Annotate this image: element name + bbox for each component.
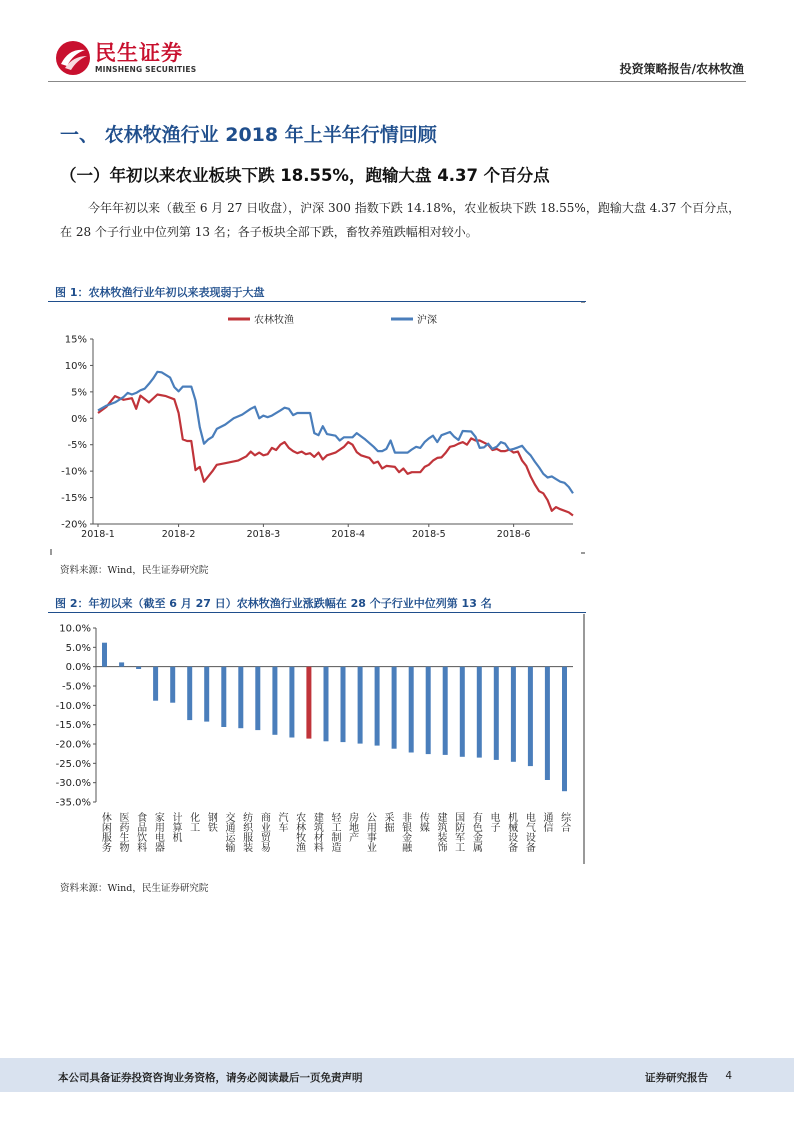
bar xyxy=(272,667,277,735)
category-label: 综合 xyxy=(558,812,570,832)
y-tick-label: -20% xyxy=(61,519,87,531)
bar xyxy=(358,667,363,744)
report-type: 投资策略报告/农林牧渔 xyxy=(619,62,744,76)
footer-label: 证券研究报告 xyxy=(645,1072,708,1084)
y-tick-label: -25.0% xyxy=(55,758,91,770)
bar xyxy=(375,667,380,746)
bar xyxy=(102,643,107,667)
footer-disclaimer: 本公司具备证券投资咨询业务资格，请务必阅读最后一页免责声明 xyxy=(58,1072,363,1084)
category-label: 钢铁 xyxy=(205,812,217,832)
category-label: 计算机 xyxy=(170,812,181,842)
y-tick-label: -20.0% xyxy=(55,739,91,751)
logo-text-cn: 民生证券 xyxy=(95,41,183,65)
x-tick-label: 2018-2 xyxy=(161,529,196,540)
bar xyxy=(238,667,243,729)
body-paragraph: 今年年初以来（截至 6 月 27 日收盘），沪深 300 指数下跌 14.18%，农业板块下跌 18.55%，跑输大盘 4.37 个百分点，在 28 个子行业中位列第 13 名；各子板块全部下跌，畜牧养殖跌幅相对较小。 xyxy=(60,201,741,239)
y-tick-label: 15% xyxy=(64,334,87,346)
category-label: 家用电器 xyxy=(152,812,164,852)
category-label: 食品饮料 xyxy=(134,812,146,852)
bar xyxy=(409,667,414,753)
figure2-title: 图 2：年初以来（截至 6 月 27 日）农林牧渔行业涨跌幅在 28 个子行业中位列第 13 名 xyxy=(55,597,492,610)
y-tick-label: -10.0% xyxy=(55,700,91,712)
category-label: 国防军工 xyxy=(452,812,464,852)
x-tick-label: 2018-1 xyxy=(81,529,115,540)
series-line-agri xyxy=(98,395,573,516)
y-tick-label: 0.0% xyxy=(65,662,91,674)
y-tick-label: -15% xyxy=(61,493,87,505)
section-title: 一、 农林牧渔行业 2018 年上半年行情回顾 xyxy=(60,124,437,146)
bar xyxy=(187,667,192,720)
category-label: 建筑材料 xyxy=(311,812,323,852)
y-tick-label: -5.0% xyxy=(61,681,91,693)
figure2-source: 资料来源：Wind，民生证券研究院 xyxy=(60,883,209,894)
bar xyxy=(426,667,431,754)
bar xyxy=(494,667,499,760)
category-label: 采掘 xyxy=(382,812,393,832)
y-tick-label: 5% xyxy=(71,387,87,399)
logo xyxy=(55,40,196,76)
figure1-line-chart xyxy=(48,302,588,557)
category-label: 化工 xyxy=(187,812,199,832)
category-label: 轻工制造 xyxy=(329,812,340,852)
y-tick-label: 10% xyxy=(64,360,87,372)
y-tick-label: -30.0% xyxy=(55,778,91,790)
figure2-title-rule xyxy=(48,612,586,613)
bar xyxy=(545,667,550,780)
bar xyxy=(153,667,158,701)
x-tick-label: 2018-4 xyxy=(331,529,366,540)
y-tick-label: 0% xyxy=(71,413,87,425)
bar xyxy=(204,667,209,722)
category-label: 交通运输 xyxy=(223,812,234,852)
bar xyxy=(170,667,175,703)
figure1-title: 图 1：农林牧渔行业年初以来表现弱于大盘 xyxy=(55,286,265,299)
x-tick-label: 2018-5 xyxy=(411,529,446,540)
bar xyxy=(324,667,329,742)
y-tick-label: -5% xyxy=(67,440,87,452)
bar xyxy=(477,667,482,758)
category-label: 电气设备 xyxy=(523,812,535,852)
subsection-title: （一）年初以来农业板块下跌 18.55%，跑输大盘 4.37 个百分点 xyxy=(60,166,550,185)
x-tick-label: 2018-3 xyxy=(246,529,281,540)
category-label: 汽车 xyxy=(276,812,287,832)
category-label: 有色金属 xyxy=(470,812,482,852)
bar xyxy=(255,667,260,730)
category-label: 建筑装饰 xyxy=(435,812,446,852)
logo-text-en: MINSHENG SECURITIES xyxy=(95,65,197,74)
category-label: 纺织服装 xyxy=(240,812,252,852)
page-number: 4 xyxy=(725,1070,732,1082)
bar xyxy=(460,667,465,757)
minsheng-logo-icon xyxy=(55,40,91,76)
bar xyxy=(341,667,346,742)
y-tick-label: -15.0% xyxy=(55,720,91,732)
legend-label: 农林牧渔 xyxy=(254,315,294,326)
category-label: 房地产 xyxy=(346,812,358,842)
category-label: 商业贸易 xyxy=(258,812,270,852)
category-label: 医药生物 xyxy=(117,812,128,852)
category-label: 通信 xyxy=(541,812,552,832)
category-label: 农林牧渔 xyxy=(293,812,305,852)
bar xyxy=(136,667,141,669)
series-line-hs300 xyxy=(98,372,573,494)
bar xyxy=(119,662,124,666)
bar xyxy=(221,667,226,727)
y-tick-label: 10.0% xyxy=(59,623,91,635)
legend-label: 沪深 xyxy=(417,315,437,326)
y-tick-label: -35.0% xyxy=(55,797,91,809)
bar xyxy=(306,667,311,739)
y-tick-label: 5.0% xyxy=(65,642,91,654)
bar xyxy=(289,667,294,738)
category-label: 非银金融 xyxy=(399,812,411,852)
figure1-source: 资料来源：Wind，民生证券研究院 xyxy=(60,565,209,576)
category-label: 公用事业 xyxy=(364,812,376,852)
category-label: 休闲服务 xyxy=(99,812,111,852)
bar xyxy=(443,667,448,755)
figure2-bar-chart xyxy=(48,614,588,874)
bar xyxy=(562,667,567,792)
x-tick-label: 2018-6 xyxy=(496,529,531,540)
category-label: 机械设备 xyxy=(505,812,517,852)
bar xyxy=(511,667,516,762)
category-label: 传媒 xyxy=(417,812,429,832)
y-tick-label: -10% xyxy=(61,466,87,478)
header-divider xyxy=(48,81,746,82)
bar xyxy=(528,667,533,766)
bar xyxy=(392,667,397,749)
category-label: 电子 xyxy=(488,812,499,832)
